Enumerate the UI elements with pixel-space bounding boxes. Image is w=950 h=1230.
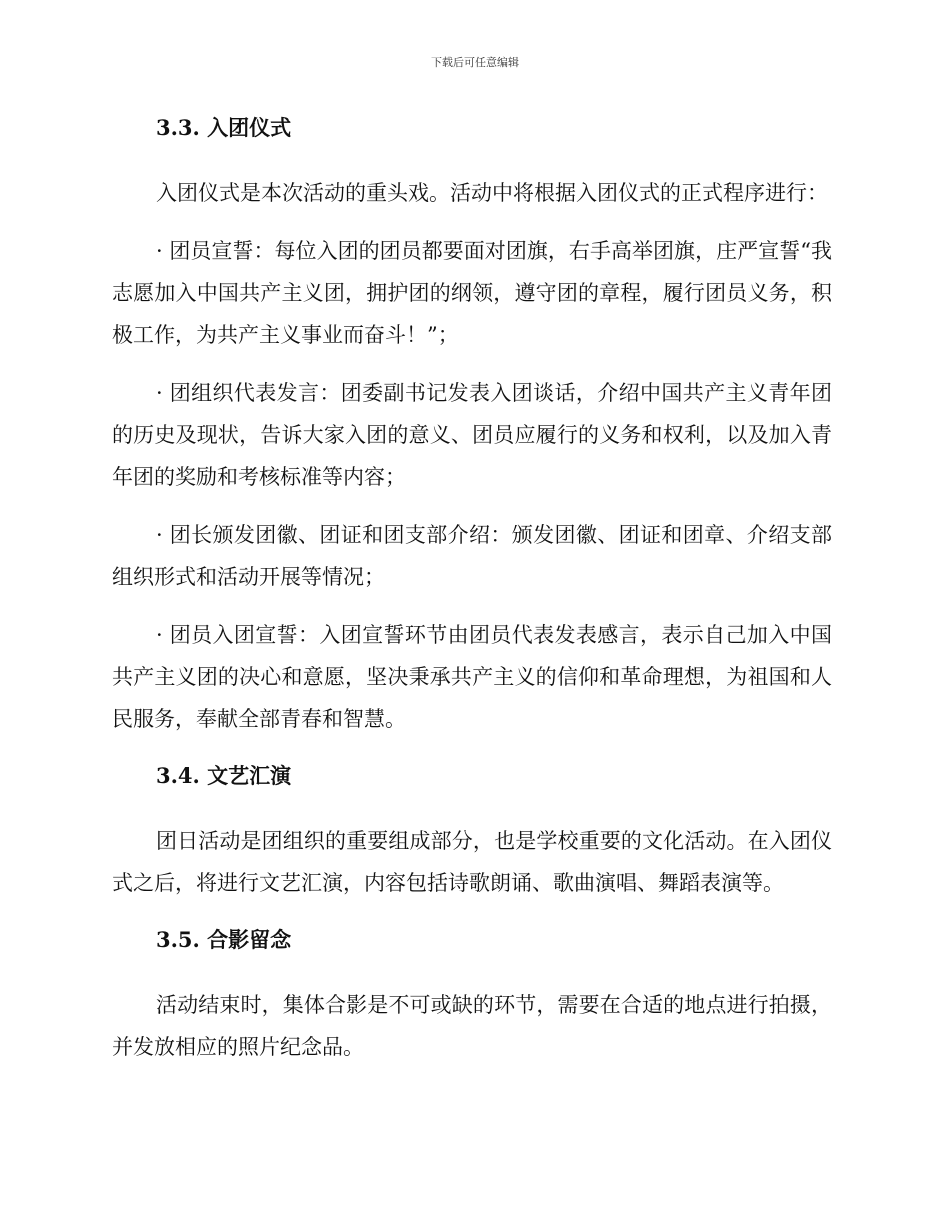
paragraph-performance: 团日活动是团组织的重要组成部分，也是学校重要的文化活动。在入团仪式之后，将进行文艺汇演，内容包括诗歌朗诵、歌曲演唱、舞蹈表演等。 (112, 829, 832, 895)
section-heading-performance: 3.4. 文艺汇演 (156, 763, 292, 788)
list-item-speech: · 团组织代表发言：团委副书记发表入团谈话，介绍中国共产主义青年团的历史及现状，告诉大家入团的意义、团员应履行的义务和权利，以及加入青年团的奖励和考核标准等内容； (112, 381, 832, 489)
paragraph-photo: 活动结束时，集体合影是不可或缺的环节，需要在合适的地点进行拍摄，并发放相应的照片纪念品。 (112, 993, 832, 1059)
section-heading-photo: 3.5. 合影留念 (156, 927, 292, 952)
section-heading-ceremony: 3.3. 入团仪式 (156, 115, 292, 140)
list-item-badge: · 团长颁发团徽、团证和团支部介绍：颁发团徽、团证和团章、介绍支部组织形式和活动开展等情况； (112, 523, 832, 589)
list-item-oath: · 团员宣誓：每位入团的团员都要面对团旗，右手高举团旗，庄严宣誓“我志愿加入中国共产主义团，拥护团的纲领，遵守团的章程，履行团员义务，积极工作，为共产主义事业而奋斗！”； (112, 239, 832, 347)
list-item-member-oath: · 团员入团宣誓：入团宣誓环节由团员代表发表感言，表示自己加入中国共产主义团的决心和意愿，坚决秉承共产主义的信仰和革命理想，为祖国和人民服务，奉献全部青春和智慧。 (112, 623, 832, 731)
paragraph-intro: 入团仪式是本次活动的重头戏。活动中将根据入团仪式的正式程序进行： (156, 181, 828, 205)
page-header: 下载后可任意编辑 (431, 56, 519, 69)
document-body (112, 108, 832, 1084)
